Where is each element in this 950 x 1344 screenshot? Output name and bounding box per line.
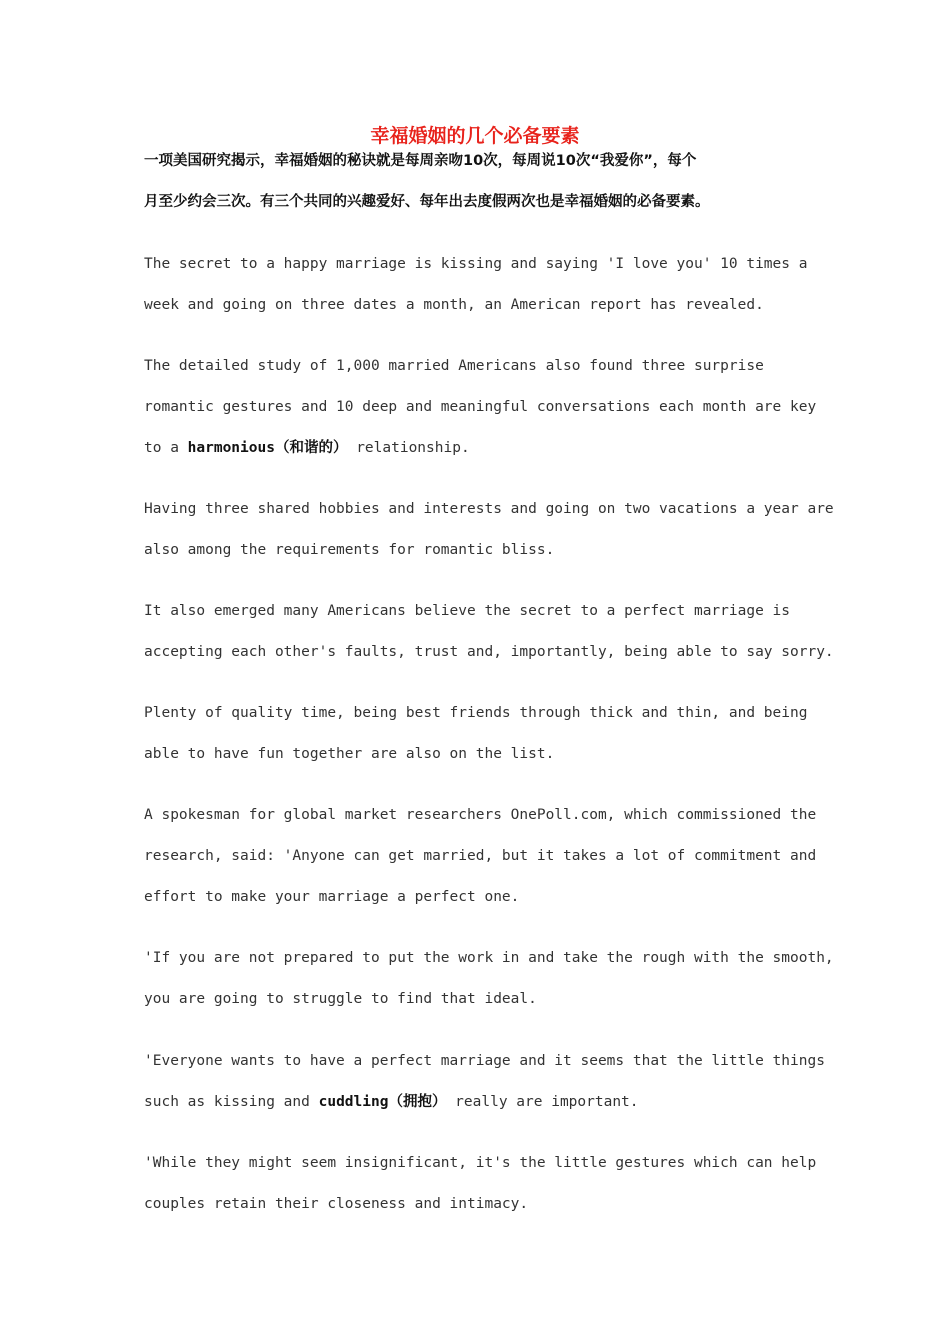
text-line: A spokesman for global market researchers OnePoll.com, which commissioned the	[144, 807, 817, 823]
text-line: Plenty of quality time, being best friends through thick and thin, and being	[144, 705, 808, 721]
text-line: It also emerged many Americans believe the secret to a perfect marriage is	[144, 603, 791, 619]
paragraph-3	[144, 489, 834, 571]
text-line: The secret to a happy marriage is kissing and saying 'I love you' 10 times a	[144, 256, 808, 272]
chinese-intro	[144, 141, 814, 223]
text-line: also among the requirements for romantic bliss.	[144, 542, 555, 558]
text-line: 'If you are not prepared to put the work in and take the rough with the smooth,	[144, 950, 834, 966]
paragraph-9	[144, 1143, 817, 1225]
paragraph-1	[144, 244, 814, 326]
text-line: The detailed study of 1,000 married Americans also found three surprise	[144, 358, 764, 374]
vocab-term: cuddling（拥抱）	[318, 1094, 447, 1110]
text-line: 'While they might seem insignificant, it's the little gestures which can help	[144, 1155, 817, 1171]
text-line: 'Everyone wants to have a perfect marriage and it seems that the little things	[144, 1053, 825, 1069]
paragraph-4	[144, 591, 834, 673]
intro-line: 一项美国研究揭示，幸福婚姻的秘诀就是每周亲吻10次，每周说10次“我爱你”，每个	[144, 153, 697, 169]
page-title: 幸福婚姻的几个必备要素	[370, 125, 580, 147]
text-line: you are going to struggle to find that ideal.	[144, 991, 537, 1007]
paragraph-5	[144, 693, 814, 775]
text-line: couples retain their closeness and intimacy.	[144, 1196, 529, 1212]
text-line: research, said: 'Anyone can get married, but it takes a lot of commitment and	[144, 848, 817, 864]
text-line	[144, 428, 814, 469]
vocab-term: harmonious（和谐的）	[187, 440, 348, 456]
text-segment: relationship.	[347, 440, 470, 456]
text-line: accepting each other's faults, trust and, importantly, being able to say sorry.	[144, 644, 834, 660]
text-segment: to a	[144, 440, 188, 456]
text-segment: really are important.	[446, 1094, 639, 1110]
text-line: able to have fun together are also on the list.	[144, 746, 555, 762]
paragraph-6	[144, 795, 817, 918]
text-line	[144, 1082, 814, 1123]
paragraph-8	[144, 1041, 825, 1123]
text-line: week and going on three dates a month, an American report has revealed.	[144, 297, 764, 313]
intro-line: 月至少约会三次。有三个共同的兴趣爱好、每年出去度假两次也是幸福婚姻的必备要素。	[144, 194, 710, 210]
paragraph-2	[144, 346, 817, 469]
text-line: effort to make your marriage a perfect one.	[144, 889, 520, 905]
paragraph-7	[144, 938, 834, 1020]
text-line: Having three shared hobbies and interests and going on two vacations a year are	[144, 501, 834, 517]
text-line: romantic gestures and 10 deep and meaningful conversations each month are key	[144, 399, 817, 415]
text-segment: such as kissing and	[144, 1094, 319, 1110]
